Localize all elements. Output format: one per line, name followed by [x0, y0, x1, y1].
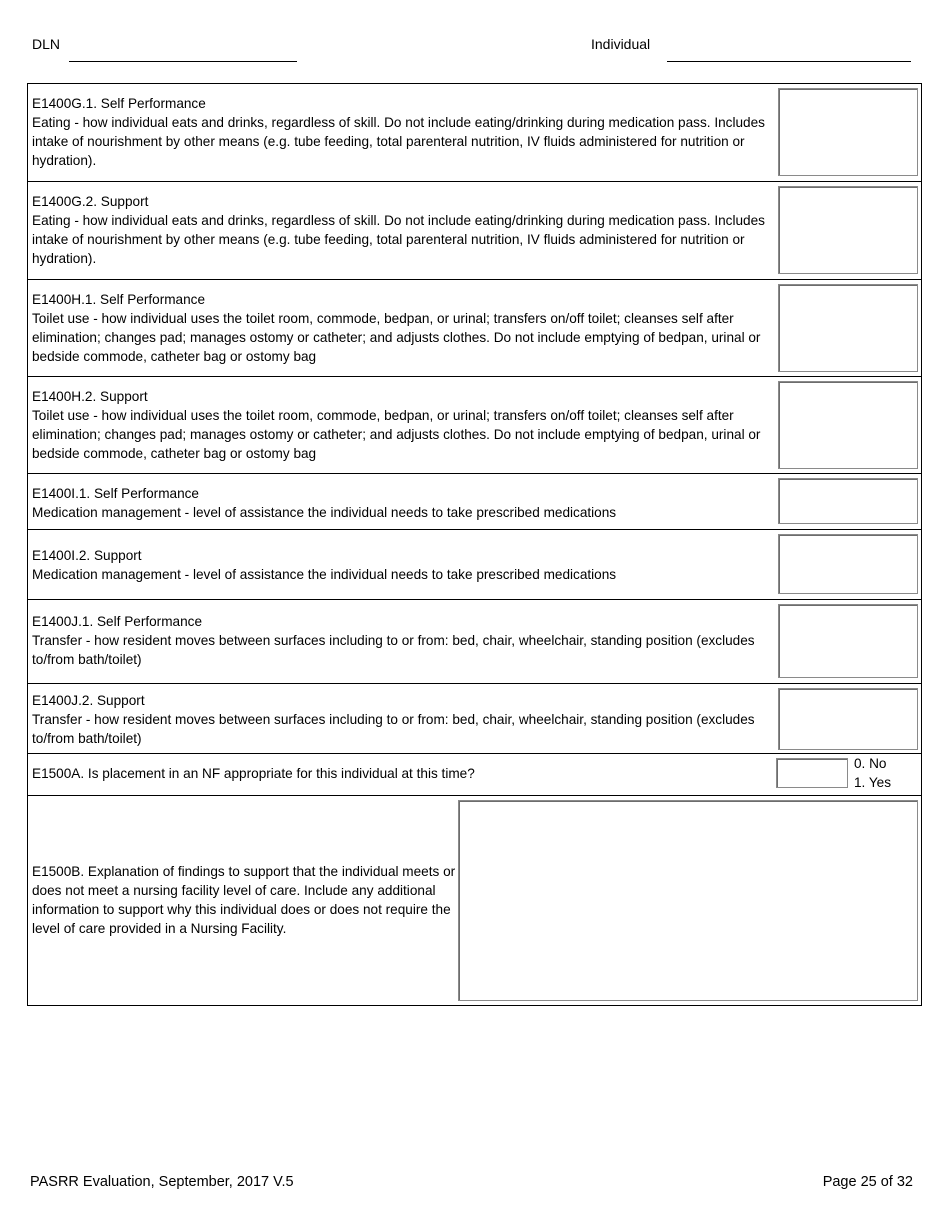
question-title: E1400J.1. Self Performance [32, 614, 203, 629]
explanation-field-e1500b[interactable] [458, 800, 918, 1001]
question-e1500a: E1500A. Is placement in an NF appropriate for this individual at this time? [32, 766, 475, 781]
table-row [28, 754, 921, 796]
question-description: Medication management - level of assistance the individual needs to take prescribed medications [32, 505, 617, 520]
question-text [32, 94, 777, 170]
answer-field-e1400g1[interactable] [778, 88, 918, 176]
question-e1500b: E1500B. Explanation of findings to support that the individual meets or does not meet a nursing facility level of care. Include any additional information to support why this individual does or does not require the level of care provided in a Nursing Facility. [32, 864, 456, 936]
yes-no-options [854, 754, 891, 792]
question-title: E1400G.2. Support [32, 194, 149, 209]
individual-field[interactable] [667, 61, 911, 62]
table-row [28, 474, 921, 530]
answer-field-e1400j1[interactable] [778, 604, 918, 678]
table-row [28, 600, 921, 684]
question-text [32, 387, 777, 463]
question-description: Eating - how individual eats and drinks, regardless of skill. Do not include eating/drinking during medication pass. Includes intake of nourishment by other means (e.g. tube feeding, total parenteral nutrition, IV fluids administered for nutrition or hydration). [32, 213, 765, 266]
assessment-table [27, 83, 922, 1006]
question-text [32, 612, 777, 669]
dln-label: DLN [32, 36, 61, 52]
table-row [28, 377, 921, 474]
answer-field-e1400j2[interactable] [778, 688, 918, 750]
answer-field-e1400h1[interactable] [778, 284, 918, 372]
question-description: Transfer - how resident moves between surfaces including to or from: bed, chair, wheelchair, standing position (excludes to/from bath/toilet) [32, 633, 755, 667]
question-title: E1400H.1. Self Performance [32, 292, 206, 307]
answer-field-e1500a[interactable] [776, 758, 848, 788]
table-row [28, 280, 921, 377]
option-no: 0. No [854, 756, 887, 771]
answer-field-e1400i1[interactable] [778, 478, 918, 524]
option-yes: 1. Yes [854, 775, 892, 790]
question-description: Toilet use - how individual uses the toilet room, commode, bedpan, or urinal; transfers on/off toilet; cleanses self after elimination; changes pad; manages ostomy or catheter; and adjusts clothes. Do not include emptying of bedpan, urinal or bedside commode, catheter bag or ostomy bag [32, 311, 761, 364]
dln-field[interactable] [69, 61, 297, 62]
page-number: Page 25 of 32 [822, 1174, 913, 1190]
answer-field-e1400h2[interactable] [778, 381, 918, 469]
table-row [28, 182, 921, 280]
individual-label: Individual [591, 36, 651, 52]
question-title: E1400I.1. Self Performance [32, 486, 199, 501]
question-text [32, 484, 777, 522]
table-row [28, 530, 921, 600]
question-text [32, 290, 777, 366]
question-title: E1400H.2. Support [32, 389, 148, 404]
question-text [32, 691, 777, 748]
question-title: E1400J.2. Support [32, 693, 145, 708]
question-title: E1400G.1. Self Performance [32, 96, 206, 111]
question-description: Toilet use - how individual uses the toilet room, commode, bedpan, or urinal; transfers on/off toilet; cleanses self after elimination; changes pad; manages ostomy or catheter; and adjusts clothes. Do not include emptying of bedpan, urinal or bedside commode, catheter bag or ostomy bag [32, 408, 761, 461]
question-title: E1400I.2. Support [32, 548, 142, 563]
question-text [32, 546, 777, 584]
question-description: Medication management - level of assistance the individual needs to take prescribed medications [32, 567, 617, 582]
question-text [32, 192, 777, 268]
question-description: Eating - how individual eats and drinks, regardless of skill. Do not include eating/drinking during medication pass. Includes intake of nourishment by other means (e.g. tube feeding, total parenteral nutrition, IV fluids administered for nutrition or hydration). [32, 115, 765, 168]
table-row [28, 684, 921, 754]
form-identifier: PASRR Evaluation, September, 2017 V.5 [30, 1174, 294, 1190]
table-row [28, 84, 921, 182]
table-row [28, 796, 921, 1005]
answer-field-e1400g2[interactable] [778, 186, 918, 274]
answer-field-e1400i2[interactable] [778, 534, 918, 594]
question-description: Transfer - how resident moves between surfaces including to or from: bed, chair, wheelchair, standing position (excludes to/from bath/toilet) [32, 712, 755, 746]
